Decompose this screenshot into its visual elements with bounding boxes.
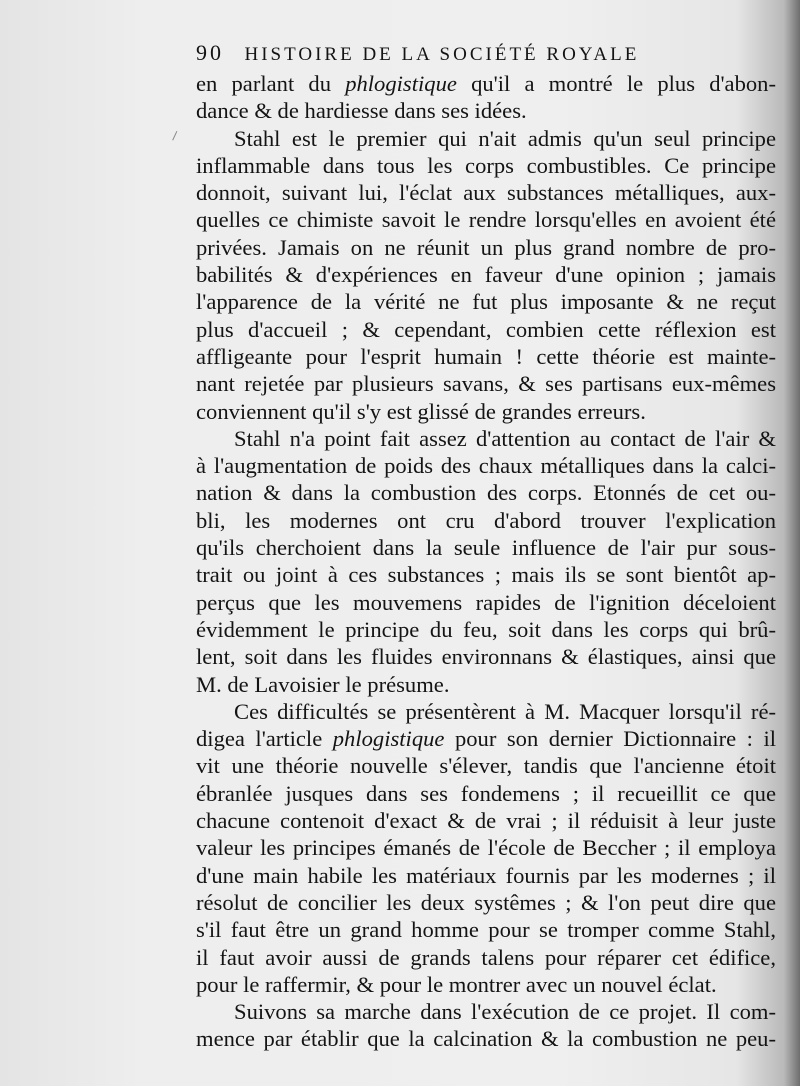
text-line: [196, 944, 776, 971]
text-line: [196, 698, 776, 725]
text-segment: Stahl est le premier qui n'ait admis qu'un seul principe: [234, 125, 776, 151]
text-line: [196, 125, 776, 152]
text-line: [196, 862, 776, 889]
text-line: [196, 998, 776, 1025]
text-line: [196, 316, 776, 343]
text-line: [196, 425, 776, 452]
text-segment: digea l'article: [196, 726, 333, 752]
text-segment: à l'augmentation de poids des chaux métalliques dans la calci-: [196, 453, 776, 479]
text-line: [196, 70, 776, 97]
text-segment: nation & dans la combustion des corps. Etonnés de cet ou-: [196, 480, 776, 506]
text-line: [196, 616, 776, 643]
text-segment: privées. Jamais on ne réunit un plus grand nombre de pro-: [196, 234, 776, 260]
text-segment: bli, les modernes ont cru d'abord trouver l'explication: [196, 507, 776, 533]
text-line: [196, 234, 776, 261]
text-line: [196, 507, 776, 534]
text-segment: pour le raffermir, & pour le montrer avec un nouvel éclat.: [196, 971, 717, 997]
text-segment: quelles ce chimiste savoit le rendre lorsqu'elles en avoient été: [196, 207, 776, 233]
text-segment: ébranlée jusques dans ses fondemens ; il recueillit ce que: [196, 780, 776, 806]
text-line: [196, 479, 776, 506]
page-header: [196, 40, 716, 74]
text-line: [196, 834, 776, 861]
text-line: [196, 288, 776, 315]
text-line: [196, 752, 776, 779]
text-segment: babilités & d'expériences en faveur d'une opinion ; jamais: [196, 262, 776, 288]
text-line: [196, 452, 776, 479]
text-segment: inflammable dans tous les corps combustibles. Ce principe: [196, 152, 776, 178]
text-line: [196, 561, 776, 588]
text-segment: perçus que les mouvemens rapides de l'ignition déceloient: [196, 589, 776, 615]
text-segment: M. de Lavoisier le présume.: [196, 671, 450, 697]
text-segment: d'une main habile les matériaux fournis par les modernes ; il: [196, 862, 776, 888]
text-line: [196, 725, 776, 752]
body-text: [196, 70, 776, 1053]
text-line: [196, 807, 776, 834]
text-segment: affligeante pour l'esprit humain ! cette théorie est mainte-: [196, 343, 776, 369]
italic-term: phlogistique: [345, 71, 457, 96]
text-line: [196, 971, 776, 998]
text-line: [196, 889, 776, 916]
text-segment: qu'ils cherchoient dans la seule influence de l'air pur sous-: [196, 535, 776, 561]
text-line: [196, 206, 776, 233]
text-segment: évidemment le principe du feu, soit dans les corps qui brû-: [196, 616, 776, 642]
text-line: [196, 152, 776, 179]
text-segment: dance & de hardiesse dans ses idées.: [196, 98, 527, 124]
text-segment: s'il faut être un grand homme pour se tromper comme Stahl,: [196, 917, 776, 943]
text-segment: plus d'accueil ; & cependant, combien cette réflexion est: [196, 316, 776, 342]
text-segment: lent, soit dans les fluides environnans & élastiques, ainsi que: [196, 644, 776, 670]
text-line: [196, 643, 776, 670]
text-line: [196, 97, 776, 124]
text-segment: nant rejetée par plusieurs savans, & ses partisans eux-mêmes: [196, 371, 776, 397]
text-line: [196, 671, 776, 698]
text-segment: chacune contenoit d'exact & de vrai ; il réduisit à leur juste: [196, 808, 776, 834]
text-line: [196, 780, 776, 807]
text-line: [196, 343, 776, 370]
text-segment: il faut avoir aussi de grands talens pour réparer cet édifice,: [196, 944, 776, 970]
text-segment: en parlant du: [196, 71, 346, 96]
italic-term: phlogistique: [332, 726, 445, 752]
page-number: 90: [196, 40, 224, 65]
text-segment: mence par établir que la calcination & la combustion ne peu-: [196, 1026, 776, 1052]
text-line: [196, 261, 776, 288]
text-segment: conviennent qu'il s'y est glissé de grandes erreurs.: [196, 398, 646, 424]
text-segment: qu'il a montré le plus d'abon-: [456, 71, 776, 96]
text-segment: trait ou joint à ces substances ; mais ils se sont bientôt ap-: [196, 562, 776, 588]
text-segment: valeur les principes émanés de l'école de Beccher ; il employa: [196, 835, 776, 861]
text-line: [196, 534, 776, 561]
text-segment: Ces difficultés se présentèrent à M. Macquer lorsqu'il ré-: [234, 698, 776, 724]
text-line: [196, 179, 776, 206]
text-line: [196, 1025, 776, 1052]
text-line: [196, 589, 776, 616]
text-segment: donnoit, suivant lui, l'éclat aux substances métalliques, aux-: [196, 180, 776, 206]
text-segment: pour son dernier Dictionnaire : il: [444, 726, 776, 752]
text-segment: l'apparence de la vérité ne fut plus imposante & ne reçut: [196, 289, 776, 315]
text-segment: Stahl n'a point fait assez d'attention au contact de l'air &: [234, 425, 776, 451]
text-segment: vit une théorie nouvelle s'élever, tandis que l'ancienne étoit: [196, 753, 776, 779]
text-segment: résolut de concilier les deux systêmes ; & l'on peut dire que: [196, 889, 776, 915]
text-line: [196, 916, 776, 943]
text-line: [196, 398, 776, 425]
margin-mark: [172, 131, 183, 143]
text-segment: Suivons sa marche dans l'exécution de ce projet. Il com-: [234, 999, 776, 1025]
running-head: HISTOIRE DE LA SOCIÉTÉ ROYALE: [244, 44, 640, 65]
text-line: [196, 370, 776, 397]
